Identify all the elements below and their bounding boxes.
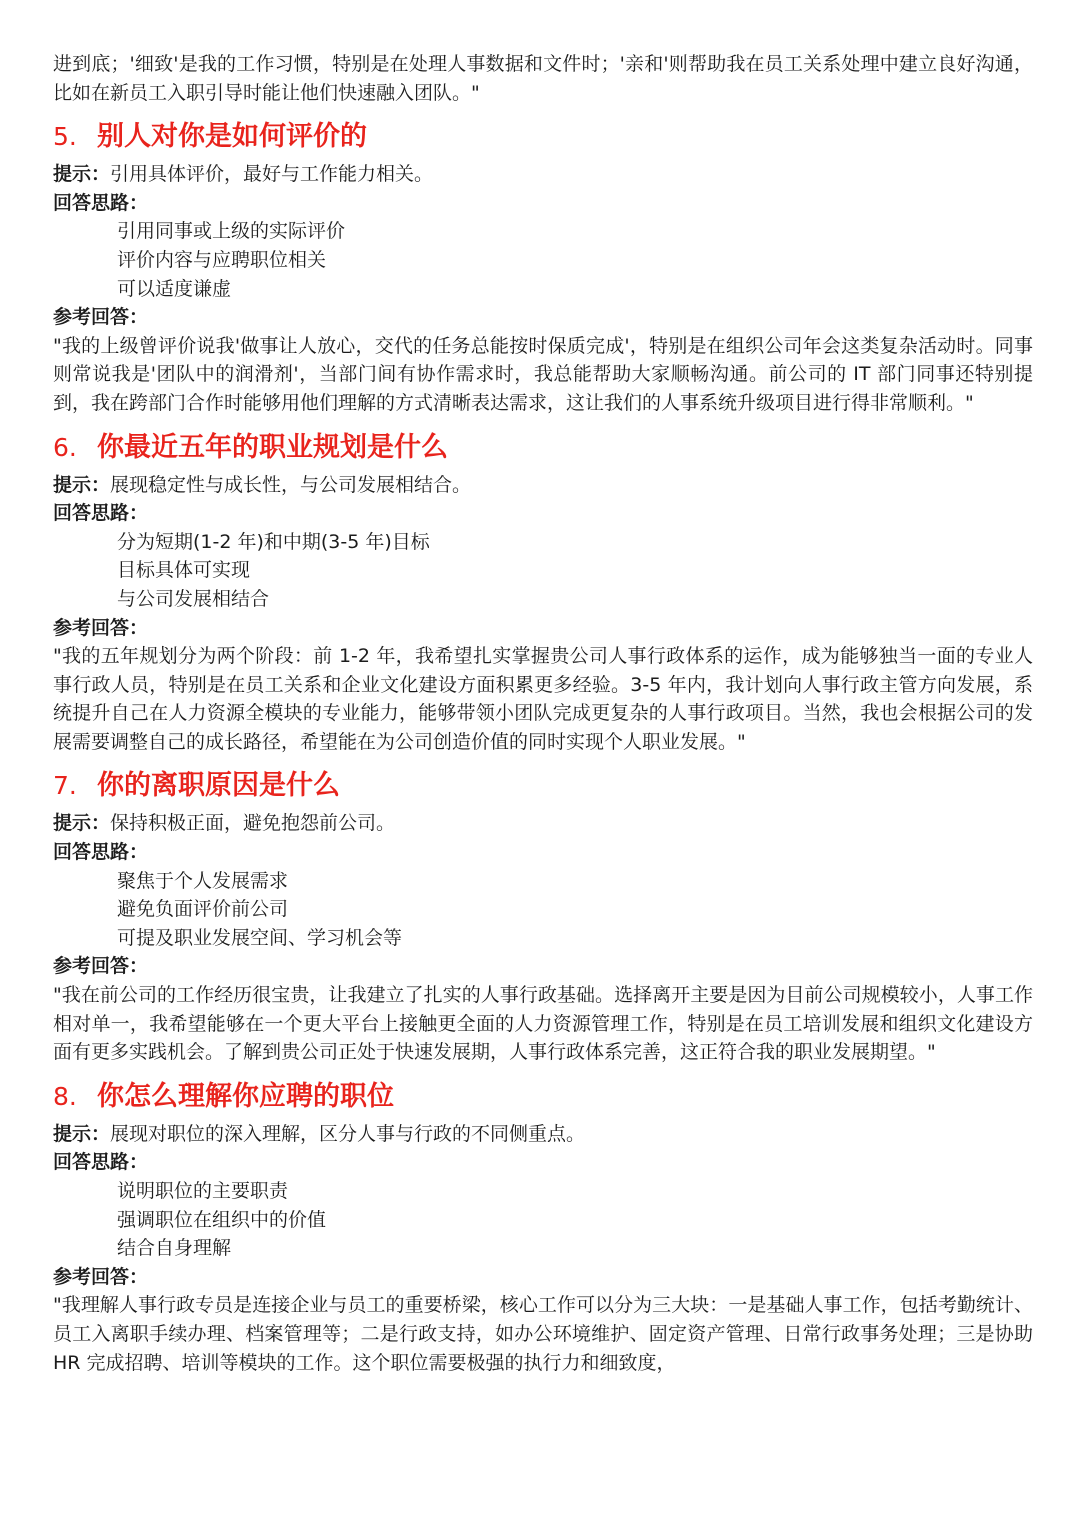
hint-label: 提示： xyxy=(53,812,111,835)
hint-text: 保持积极正面，避免抱怨前公司。 xyxy=(110,812,396,835)
question-section xyxy=(53,768,1033,1066)
question-number: 8. xyxy=(53,1081,77,1111)
approach-item: 强调职位在组织中的价值 xyxy=(117,1208,327,1231)
approach-item: 说明职位的主要职责 xyxy=(117,1180,289,1202)
reference-answer: "我的五年规划分为两个阶段：前 1-2 年，我希望扎实掌握贵公司人事行政体系的运作，成为能够独当一面的专业人事行政人员，特别是在员工关系和企业文化建设方面积累更多经验。3-5 年内，我计划向人事行政主管方向发展，系统提升自己在人力资源全模块的专业能力，能够带领小团队完成更复杂的人事行政项目。当然，我也会根据公司的发展需要调整自己的成长路径，希望能在为公司创造价值的同时实现个人职业发展。" xyxy=(53,645,1033,753)
question-number: 5. xyxy=(53,122,77,152)
reference-label: 参考回答： xyxy=(53,306,149,329)
hint-text: 展现对职位的深入理解，区分人事与行政的不同侧重点。 xyxy=(110,1122,586,1145)
approach-item: 结合自身理解 xyxy=(117,1237,232,1260)
approach-item: 可以适度谦虚 xyxy=(117,277,232,300)
question-title: 你怎么理解你应聘的职位 xyxy=(97,1080,394,1112)
document-page xyxy=(53,50,1033,1377)
hint-row xyxy=(53,471,1033,500)
question-section xyxy=(53,1079,1033,1377)
intro-paragraph: 进到底；'细致'是我的工作习惯，特别是在处理人事数据和文件时；'亲和'则帮助我在员工关系处理中建立良好沟通，比如在新员工入职引导时能让他们快速融入团队。" xyxy=(53,53,1033,104)
reference-row xyxy=(53,614,1033,643)
reference-row xyxy=(53,1263,1033,1292)
question-section xyxy=(53,119,1033,417)
hint-label: 提示： xyxy=(53,473,111,496)
question-heading xyxy=(53,119,1033,155)
reference-label: 参考回答： xyxy=(53,1265,149,1288)
question-heading xyxy=(53,1079,1033,1115)
reference-row xyxy=(53,303,1033,332)
approach-label: 回答思路： xyxy=(53,841,149,864)
reference-answer: "我在前公司的工作经历很宝贵，让我建立了扎实的人事行政基础。选择离开主要是因为目前公司规模较小，人事工作相对单一，我希望能够在一个更大平台上接触更全面的人力资源管理工作，特别是在员工培训发展和组织文化建设方面有更多实践机会。了解到贵公司正处于快速发展期，人事行政体系完善，这正符合我的职业发展期望。" xyxy=(53,984,1033,1064)
reference-label: 参考回答： xyxy=(53,616,149,639)
question-section xyxy=(53,430,1033,757)
question-number: 7. xyxy=(53,771,77,801)
hint-row xyxy=(53,160,1033,189)
approach-item: 分为短期(1-2 年)和中期(3-5 年)目标 xyxy=(117,530,430,553)
approach-row xyxy=(53,838,1033,867)
reference-label: 参考回答： xyxy=(53,955,149,978)
question-title: 你的离职原因是什么 xyxy=(97,770,340,802)
hint-label: 提示： xyxy=(53,163,111,186)
hint-label: 提示： xyxy=(53,1122,111,1145)
reference-answer: "我的上级曾评价说我'做事让人放心，交代的任务总能按时保质完成'，特别是在组织公司年会这类复杂活动时。同事则常说我是'团队中的润滑剂'，当部门间有协作需求时，我总能帮助大家顺畅沟通。前公司的 IT 部门同事还特别提到，我在跨部门合作时能够用他们理解的方式清晰表达需求，这让我们的人事系统升级项目进行得非常顺利。" xyxy=(53,334,1033,414)
question-heading xyxy=(53,430,1033,466)
approach-label: 回答思路： xyxy=(53,502,149,525)
question-title: 别人对你是如何评价的 xyxy=(97,121,367,153)
question-title: 你最近五年的职业规划是什么 xyxy=(97,431,448,463)
hint-row xyxy=(53,1120,1033,1149)
approach-item: 聚焦于个人发展需求 xyxy=(117,869,289,892)
reference-answer: "我理解人事行政专员是连接企业与员工的重要桥梁，核心工作可以分为三大块：一是基础人事工作，包括考勤统计、员工入离职手续办理、档案管理等；二是行政支持，如办公环境维护、固定资产管理、日常行政事务处理；三是协助 HR 完成招聘、培训等模块的工作。这个职位需要极强的执行力和细致度， xyxy=(53,1294,1033,1374)
approach-item: 与公司发展相结合 xyxy=(117,587,270,610)
hint-text: 引用具体评价，最好与工作能力相关。 xyxy=(110,163,434,186)
approach-label: 回答思路： xyxy=(53,1151,149,1174)
reference-row xyxy=(53,952,1033,981)
question-heading xyxy=(53,768,1033,804)
approach-item: 评价内容与应聘职位相关 xyxy=(117,248,327,271)
approach-item: 避免负面评价前公司 xyxy=(117,898,289,921)
approach-label: 回答思路： xyxy=(53,191,149,214)
approach-item: 目标具体可实现 xyxy=(117,559,251,582)
hint-text: 展现稳定性与成长性，与公司发展相结合。 xyxy=(110,473,472,496)
approach-row xyxy=(53,189,1033,218)
approach-item: 引用同事或上级的实际评价 xyxy=(117,220,346,243)
approach-item: 可提及职业发展空间、学习机会等 xyxy=(117,926,403,949)
hint-row xyxy=(53,809,1033,838)
approach-row xyxy=(53,499,1033,528)
approach-row xyxy=(53,1148,1033,1177)
question-number: 6. xyxy=(53,432,77,462)
